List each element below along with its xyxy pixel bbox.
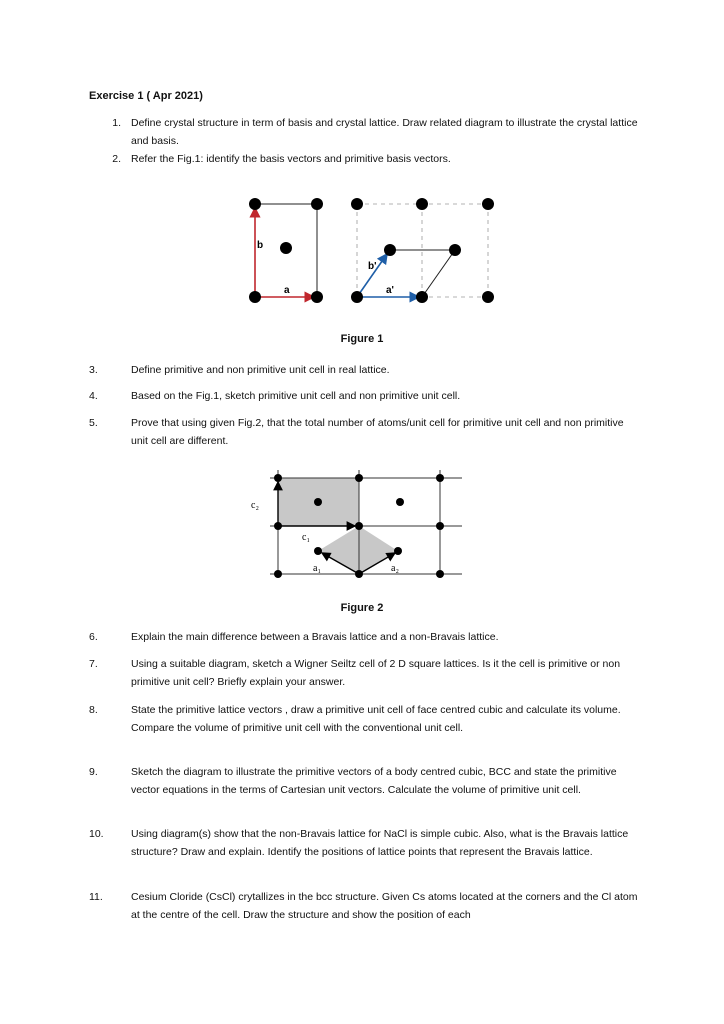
q9-text: Sketch the diagram to illustrate the primitive vectors of a body centred cubic, BCC and state the primitive vector equations in the terms of Cartesian unit vectors. Calculate the volume of primitive unit cell.: [131, 766, 617, 796]
q9-number: 9.: [89, 766, 98, 778]
q2-text: Refer the Fig.1: identify the basis vectors and primitive basis vectors.: [131, 153, 451, 165]
figure-2-caption: Figure 2: [340, 602, 384, 614]
q1-text: Define crystal structure in term of basis and crystal lattice. Draw related diagram to illustrate the crystal lattice and basis.: [131, 117, 638, 147]
q8-text: State the primitive lattice vectors , draw a primitive unit cell of face centred cubic and calculate its volume. Compare the volume of primitive unit cell with the conventional unit cell.: [131, 704, 621, 734]
label-b: b: [257, 240, 264, 251]
label-b-prime: b': [368, 261, 377, 272]
q10-text: Using diagram(s) show that the non-Bravais lattice for NaCl is simple cubic. Also, what is the Bravais lattice structure? Draw and explain. Identify the positions of lattice points that represent the Bravais lattice.: [131, 828, 629, 858]
q4-text: Based on the Fig.1, sketch primitive unit cell and non primitive unit cell.: [131, 390, 461, 402]
q11-number: 11.: [89, 891, 103, 903]
q8-number: 8.: [89, 704, 98, 716]
q1-number: 1.: [112, 117, 121, 129]
exercise-title: Exercise 1 ( Apr 2021): [89, 90, 203, 102]
label-a2: a₂: [391, 563, 399, 574]
q3-number: 3.: [89, 364, 98, 376]
q4-number: 4.: [89, 390, 98, 402]
q11-text: Cesium Cloride (CsCl) crytallizes in the bcc structure. Given Cs atoms located at the corners and the Cl atom at the centre of the cell. Draw the structure and show the position of each: [131, 891, 638, 921]
q3-text: Define primitive and non primitive unit cell in real lattice.: [131, 364, 390, 376]
figure-1-diagram: [240, 190, 500, 310]
q10-number: 10.: [89, 828, 104, 840]
q7-text: Using a suitable diagram, sketch a Wigner Seiltz cell of 2 D square lattices. Is it the cell is primitive or non primitive unit cell? Briefly explain your answer.: [131, 658, 621, 688]
q5-text: Prove that using given Fig.2, that the total number of atoms/unit cell for primitive unit cell and non primitive unit cell are different.: [131, 417, 624, 447]
figure-1-caption: Figure 1: [340, 333, 384, 345]
figure-2-diagram: [240, 460, 470, 585]
fig1-primitive-parallelogram: [357, 250, 455, 297]
label-a-prime: a': [386, 285, 394, 296]
q6-text: Explain the main difference between a Bravais lattice and a non-Bravais lattice.: [131, 631, 499, 643]
q7-number: 7.: [89, 658, 98, 670]
label-a: a: [284, 285, 290, 296]
fig2-shaded-rhombus: [318, 526, 398, 574]
label-c2: c₂: [251, 500, 259, 511]
q2-number: 2.: [112, 153, 121, 165]
label-a1: a₁: [313, 563, 321, 574]
q5-number: 5.: [89, 417, 98, 429]
label-c1: c₁: [302, 532, 310, 543]
q6-number: 6.: [89, 631, 98, 643]
